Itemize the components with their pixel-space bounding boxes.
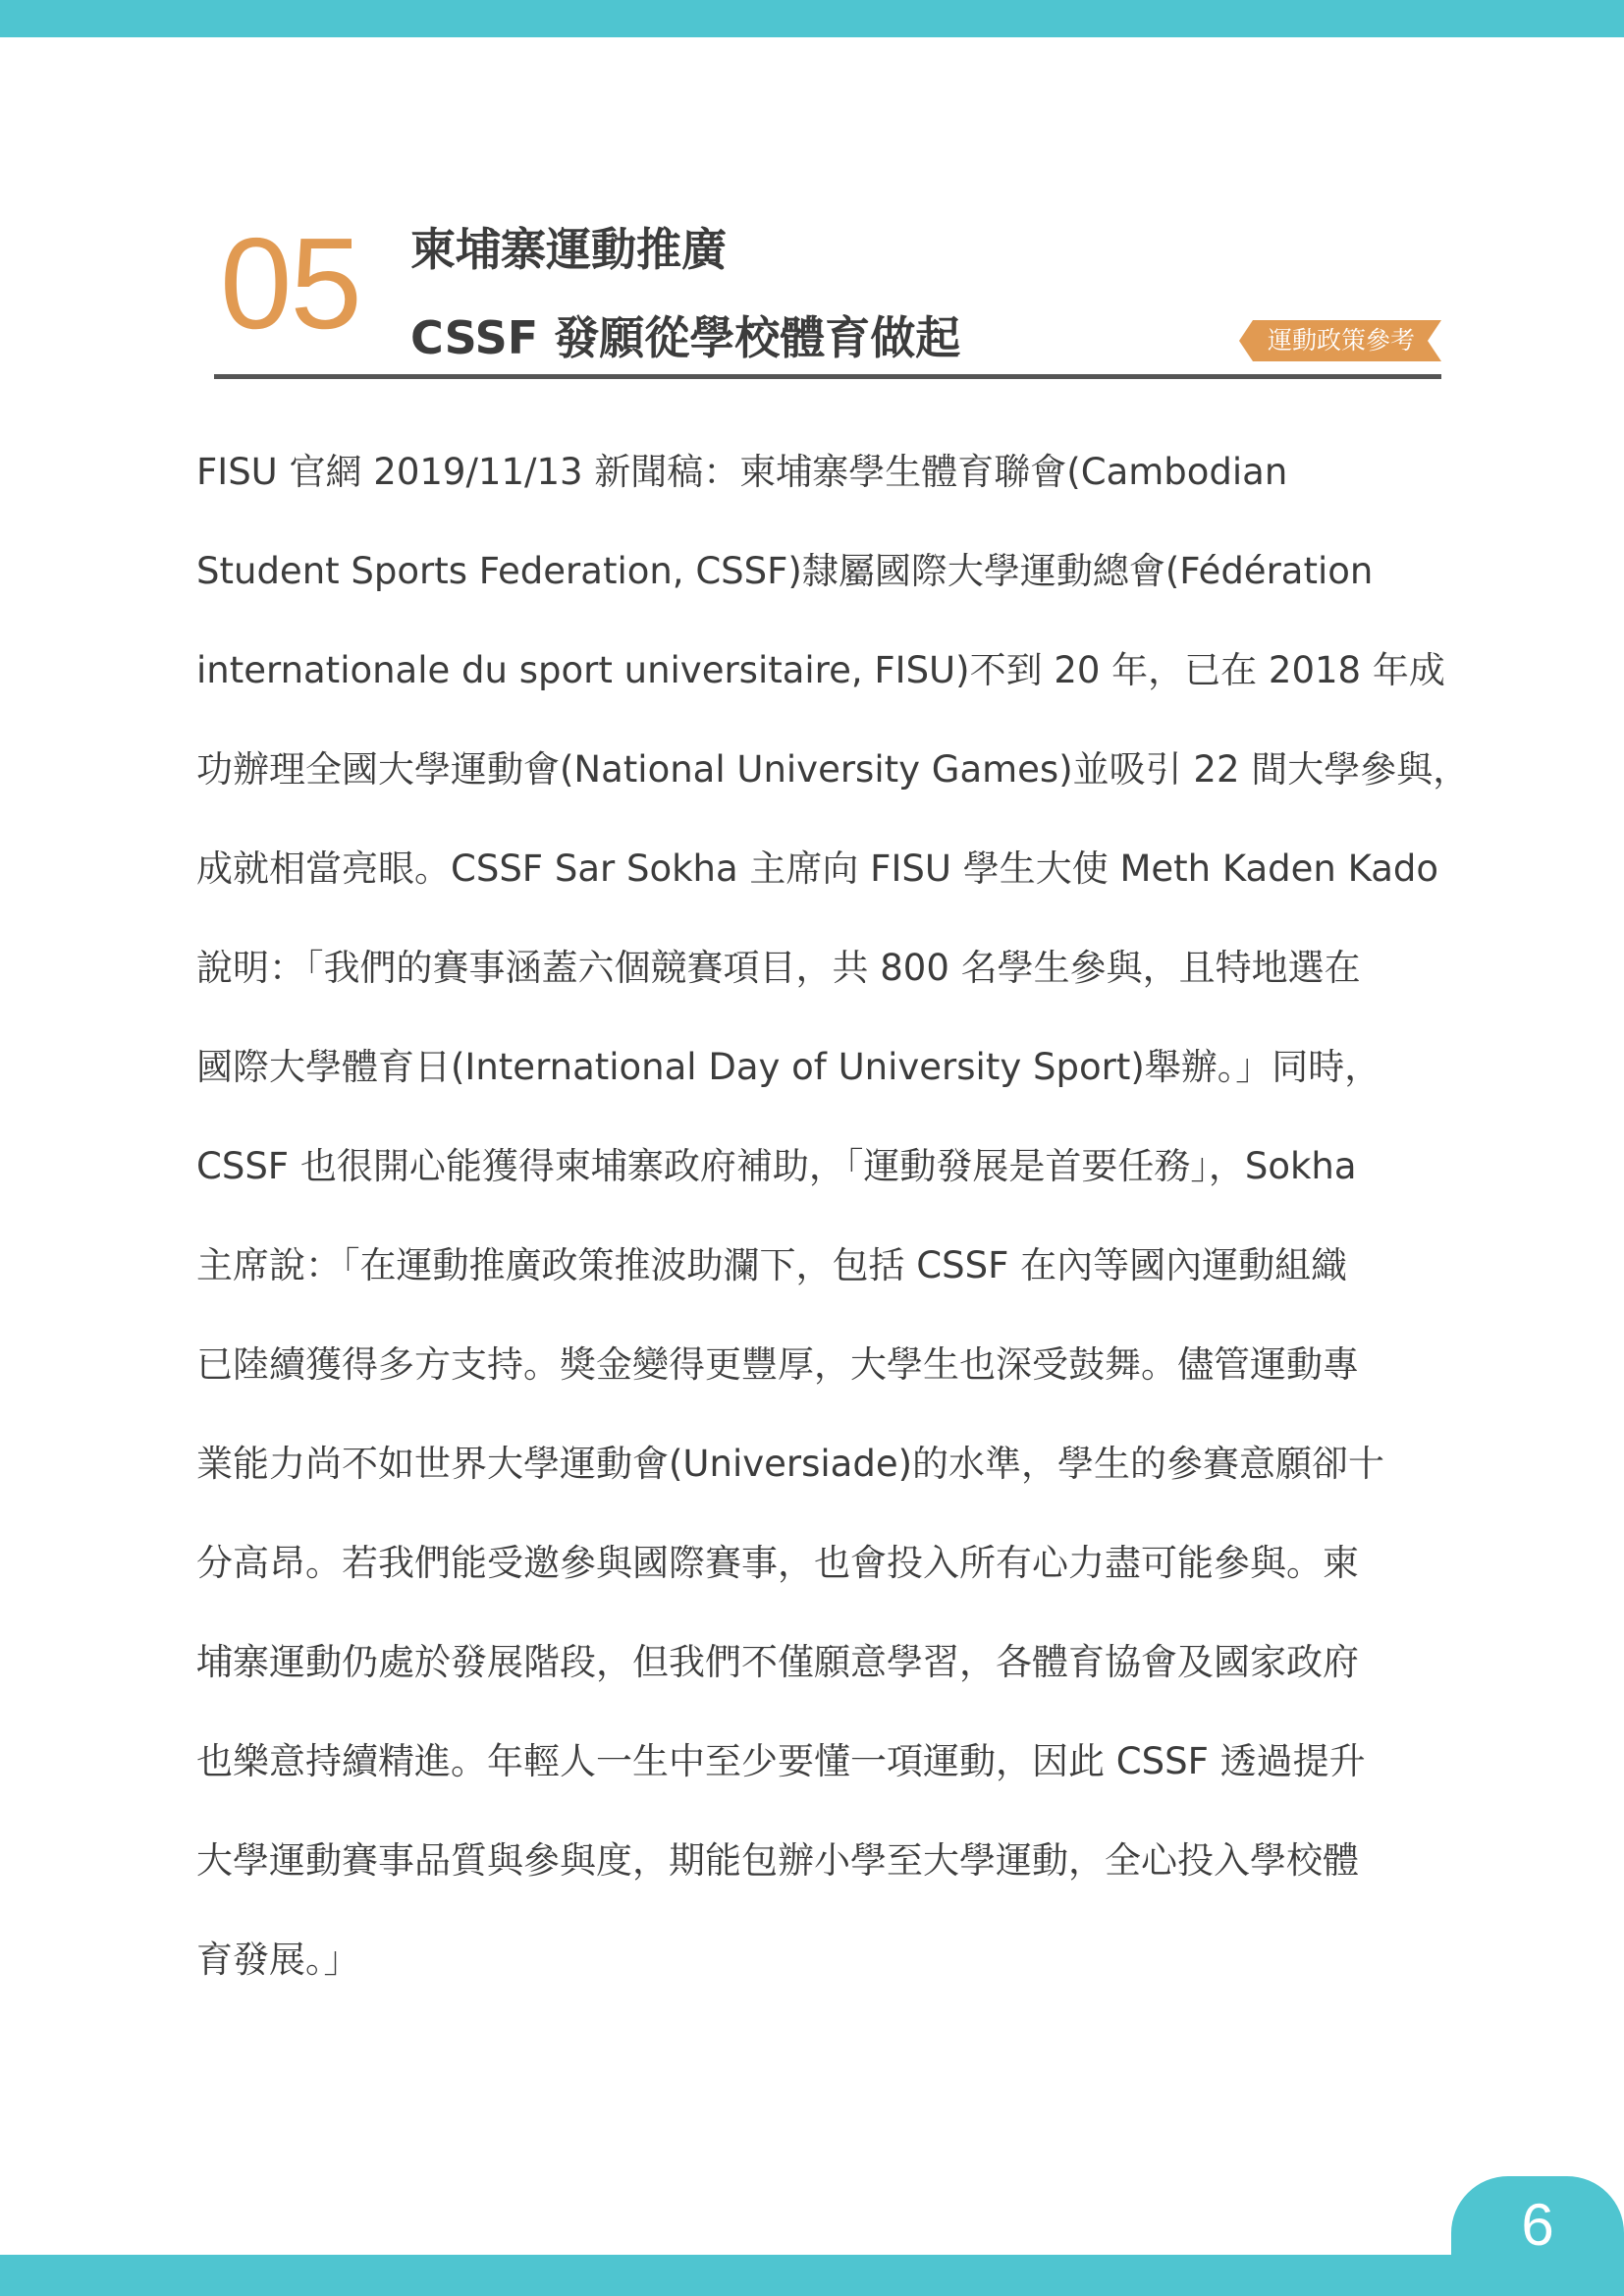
body-line: 育發展。」 (196, 1939, 360, 1981)
body-line: 國際大學體育日(International Day of University Sport)舉辦。」同時， (196, 1046, 1381, 1088)
body-line: 分高昂。若我們能受邀參與國際賽事，也會投入所有心力盡可能參與。柬 (196, 1542, 1359, 1584)
section-number: 05 (220, 211, 360, 355)
bottom-accent-bar (0, 2255, 1624, 2296)
body-line: Student Sports Federation, CSSF)隸屬國際大學運動總會(Fédération (196, 550, 1374, 592)
body-line: 主席說：「在運動推廣政策推波助瀾下，包括 CSSF 在內等國內運動組織 (196, 1244, 1348, 1286)
section-title-line1: 柬埔寨運動推廣 (410, 223, 727, 276)
body-line: 說明：「我們的賽事涵蓋六個競賽項目，共 800 名學生參與，且特地選在 (196, 947, 1361, 989)
body-line: FISU 官網 2019/11/13 新聞稿：柬埔寨學生體育聯會(Cambodian (196, 451, 1288, 493)
title-divider (214, 374, 1441, 379)
body-line: internationale du sport universitaire, FISU)不到 20 年，已在 2018 年成 (196, 649, 1445, 691)
section-title-line2: CSSF 發願從學校體育做起 (410, 311, 961, 364)
top-accent-bar (0, 0, 1624, 37)
body-line: 業能力尚不如世界大學運動會(Universiade)的水準，學生的參賽意願卻十 (196, 1443, 1385, 1485)
body-line: CSSF 也很開心能獲得柬埔寨政府補助，「運動發展是首要任務」，Sokha (196, 1145, 1357, 1187)
body-line: 大學運動賽事品質與參與度，期能包辦小學至大學運動，全心投入學校體 (196, 1839, 1359, 1882)
page-number: 6 (1521, 2192, 1554, 2258)
body-line: 功辦理全國大學運動會(National University Games)並吸引 22 間大學參與， (196, 748, 1470, 791)
body-line: 埔寨運動仍處於發展階段，但我們不僅願意學習，各體育協會及國家政府 (196, 1641, 1359, 1683)
body-line: 已陸續獲得多方支持。獎金變得更豐厚，大學生也深受鼓舞。儘管運動專 (196, 1343, 1359, 1386)
body-line: 也樂意持續精進。年輕人一生中至少要懂一項運動，因此 CSSF 透過提升 (196, 1740, 1366, 1782)
article-body (196, 422, 1502, 2009)
body-line: 成就相當亮眼。CSSF Sar Sokha 主席向 FISU 學生大使 Meth Kaden Kado (196, 847, 1439, 890)
category-tag (1239, 320, 1441, 361)
category-label: 運動政策參考 (1267, 326, 1415, 355)
